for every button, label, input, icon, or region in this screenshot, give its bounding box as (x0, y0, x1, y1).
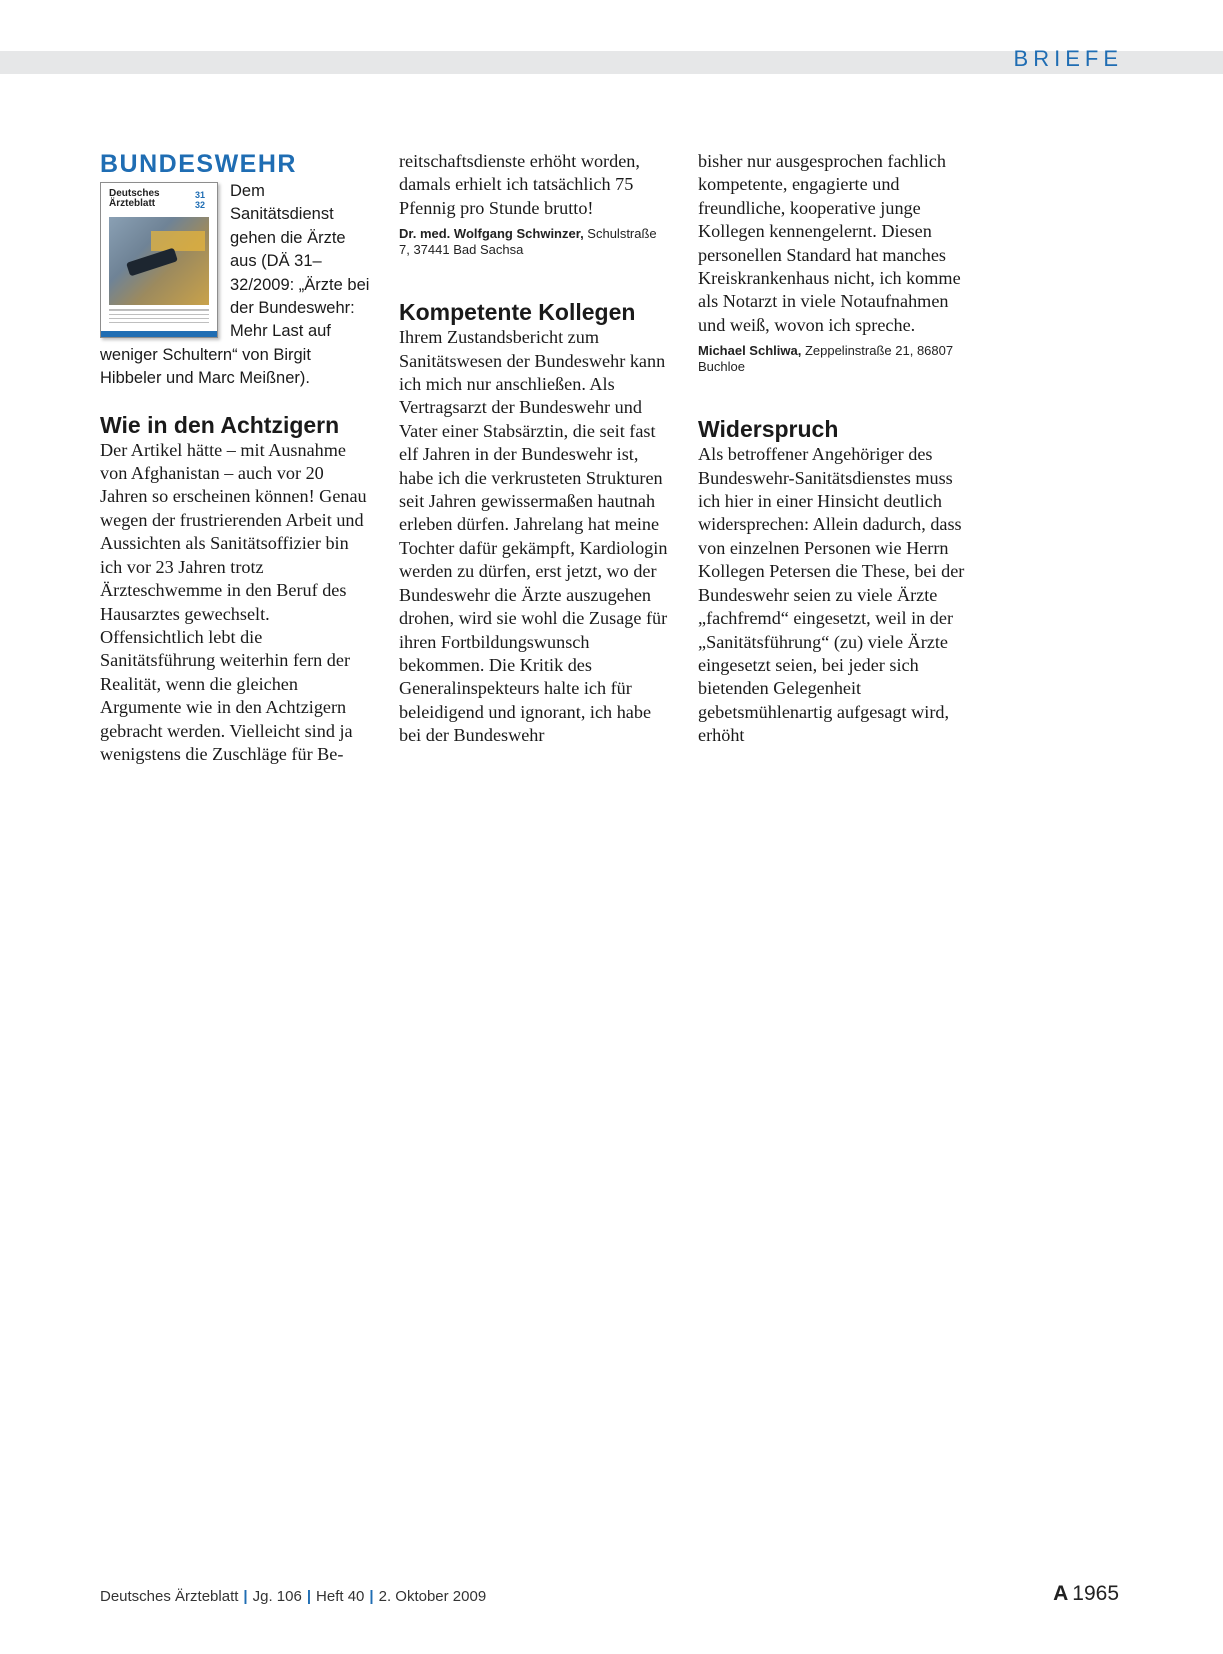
letter-headline-2: Kompetente Kollegen (399, 299, 636, 326)
page-number (1053, 1582, 1119, 1606)
letter-headline-1: Wie in den Achtzigern (100, 411, 340, 438)
letter-body-3: Als betroffener Angehöriger des Bundeswehr-Sanitätsdienstes muss ich hier in einer Hinsicht deutlich widersprechen: Allein dadurch, dass von einzelnen Personen wie Herrn Kollegen Petersen die These, bei der Bundeswehr seien zu viele Ärzte „fachfremd“ eingesetzt, weil in der „Sanitätsführung“ (zu) viele Ärzte eingesetzt seien, bei jeder sich bietenden Gelegenheit gebetsmühlenartig aufgesagt wird, erhöht (698, 444, 965, 746)
cover-title: Deutsches Ärzteblatt (109, 188, 160, 209)
column-2 (399, 150, 669, 748)
signature-address: Zeppelinstraße 21, 86807 Buchloe (698, 343, 954, 375)
footer-separator: | (306, 1588, 312, 1605)
footer-issue: Heft 40 (316, 1588, 365, 1605)
footer-separator: | (243, 1588, 248, 1605)
cover-headline-overlay (151, 231, 205, 251)
signature-name: Dr. med. Wolfgang Schwinzer, (399, 226, 584, 242)
signature-2 (698, 343, 968, 375)
lead-text: Dem Sanitätsdienst gehen die Ärzte aus (DÄ 31–32/2009: „Ärzte bei der Bundeswehr: Mehr Last auf weniger Schultern“ von Birgit Hibbeler und Marc Meißner). (100, 182, 370, 388)
footer-date: 2. Oktober 2009 (378, 1588, 487, 1605)
letter-body-1: Der Artikel hätte – mit Ausnahme von Afghanistan – auch vor 20 Jahren so erscheinen können! Genau wegen der frustrierenden Arbeit und Aussichten als Sanitätsoffizier bin ich vor 23 Jahren trotz Ärzteschwemme in den Beruf des Hausarztes gewechselt. Offensichtlich lebt die Sanitätsführung weiterhin fern der Realität, wenn die gleichen Argumente wie in den Achtzigern gebracht werden. Vielleicht sind ja wenigstens die Zuschläge für Be- (100, 439, 367, 764)
signature-1 (399, 226, 669, 258)
cover-issue-top: 31 (194, 190, 205, 200)
footer-separator: | (369, 1588, 374, 1605)
magazine-cover-image (100, 182, 218, 338)
letter-body-1-continued: reitschaftsdienste erhöht worden, damals erhielt ich tatsächlich 75 Pfennig pro Stunde brutto! (399, 151, 640, 218)
cover-issue-bottom: 32 (194, 200, 205, 210)
section-label: BRIEFE (1013, 46, 1123, 71)
column-1 (100, 150, 370, 766)
lead-block (100, 180, 370, 391)
kicker: BUNDESWEHR (100, 150, 297, 178)
cover-text-lines (109, 309, 209, 324)
signature-name: Michael Schliwa, (698, 343, 802, 359)
cover-band (101, 331, 217, 337)
letter-body-2-continued: bisher nur ausgesprochen fachlich kompetente, engagierte und freundliche, kooperative junge Kollegen kennengelernt. Diesen personellen Standard hat manches Kreiskrankenhaus nicht, ich komme als Notarzt in viele Notaufnahmen und weiß, wovon ich spreche. (698, 151, 961, 335)
shoulder-insignia-shape (126, 248, 178, 277)
letter-body-2: Ihrem Zustandsbericht zum Sanitätswesen der Bundeswehr kann ich mich nur anschließen. Als Vertragsarzt der Bundeswehr und Vater einer Stabsärztin, die seit fast elf Jahren in der Bundeswehr ist, habe ich die verkrusteten Strukturen seit Jahren gewissermaßen hautnah erleben dürfen. Jahrelang hat meine Tochter dafür gekämpft, Kardiologin werden zu dürfen, erst jetzt, wo der Bundeswehr die Ärzte auszugehen drohen, wird sie wohl die Zusage für ihren Fortbildungswunsch bekommen. Die Kritik des Generalinspekteurs halte ich für beleidigend und ignorant, ich habe bei der Bundeswehr (399, 327, 668, 746)
page-number-value: 1965 (1072, 1582, 1119, 1605)
footer-volume: Jg. 106 (252, 1588, 302, 1605)
column-3 (698, 150, 968, 748)
edition-letter: A (1053, 1582, 1069, 1605)
letter-headline-3: Widerspruch (698, 416, 839, 443)
footer (100, 1588, 486, 1605)
signature-address: Schulstraße 7, 37441 Bad Sachsa (399, 226, 657, 258)
cover-photo (109, 217, 209, 305)
footer-journal: Deutsches Ärzteblatt (100, 1588, 239, 1605)
cover-issue (189, 190, 211, 210)
